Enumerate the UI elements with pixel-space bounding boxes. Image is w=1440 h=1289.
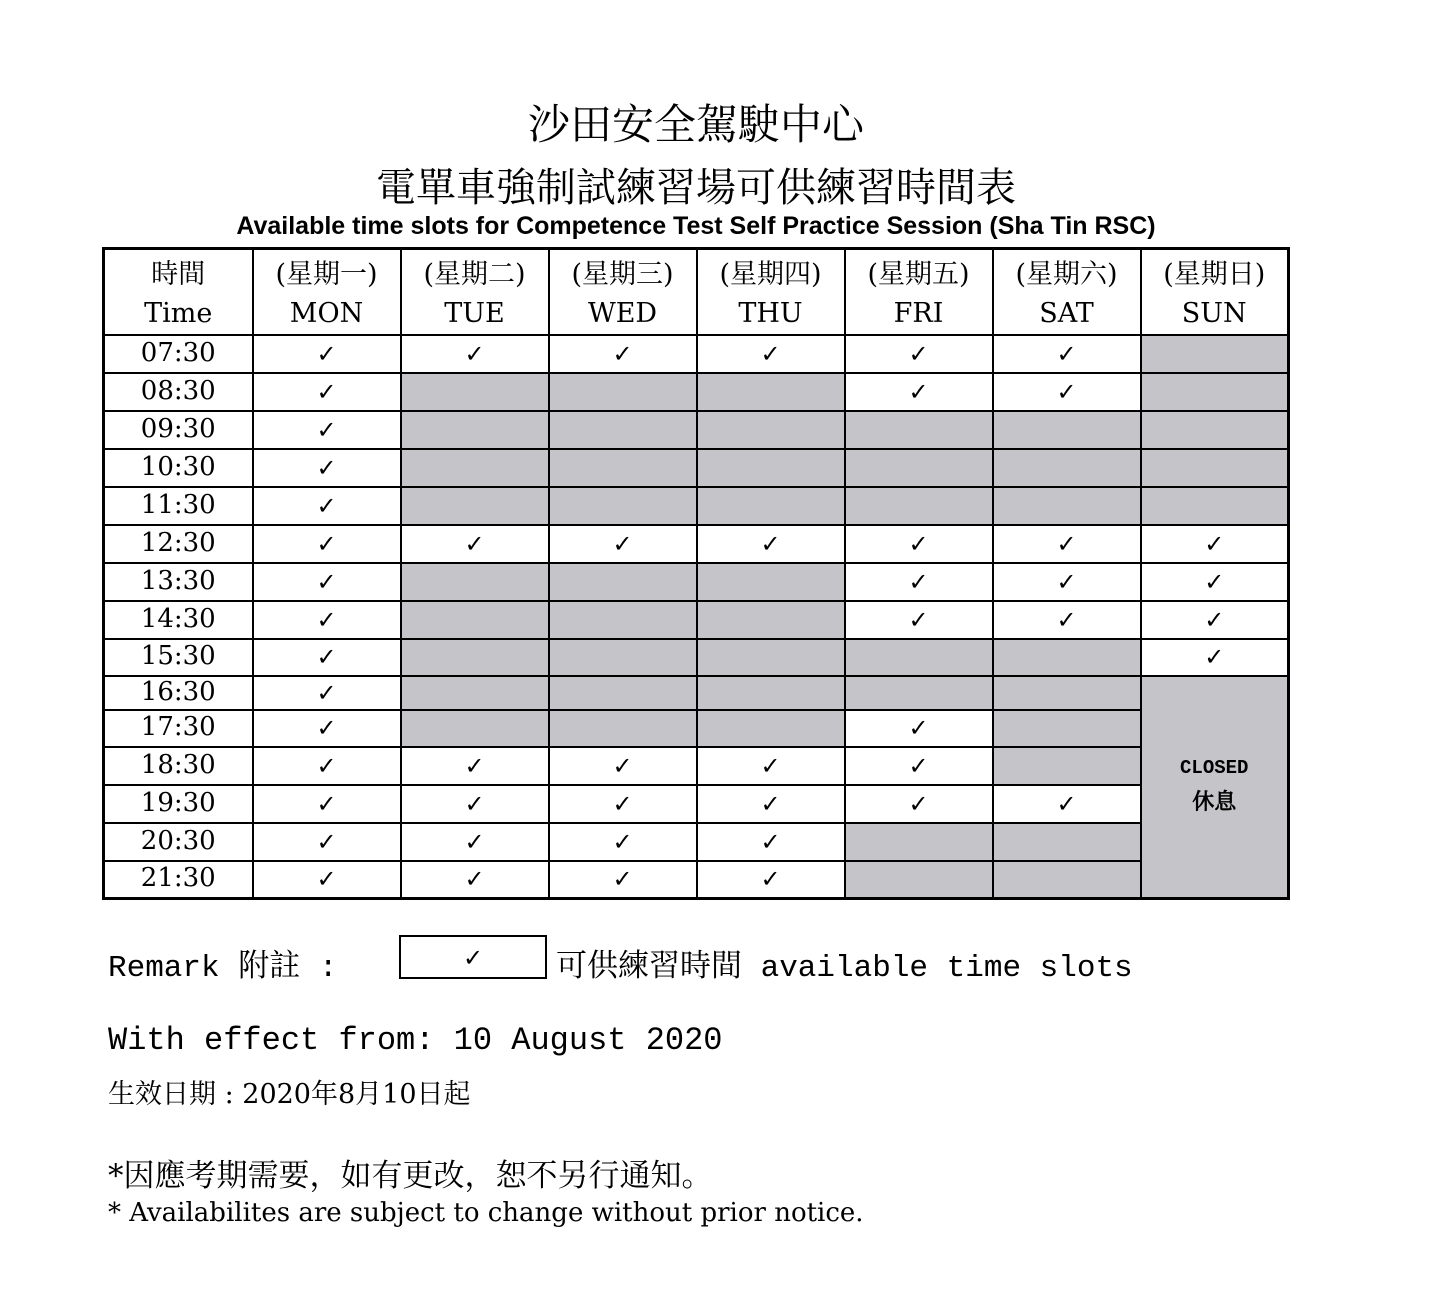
unavailable-slot-tue — [401, 639, 549, 676]
check-mark-icon: ✓ — [908, 339, 929, 368]
available-slot-fri — [845, 373, 993, 411]
check-mark-icon: ✓ — [316, 605, 337, 634]
title-chinese-schedule: 電單車強制試練習場可供練習時間表 — [376, 165, 1016, 211]
available-slot-fri — [845, 601, 993, 639]
unavailable-slot-fri — [845, 411, 993, 449]
day-header-en-sat: SAT — [993, 292, 1141, 335]
remark-label: Remark 附註 : — [108, 951, 338, 986]
available-slot-sun — [1141, 639, 1289, 676]
time-label: 08:30 — [140, 375, 216, 406]
unavailable-slot-tue — [401, 601, 549, 639]
unavailable-slot-sun — [1141, 411, 1289, 449]
check-mark-icon: ✓ — [316, 491, 337, 520]
check-mark-icon: ✓ — [760, 865, 781, 894]
time-label: 12:30 — [140, 527, 216, 558]
time-label: 21:30 — [140, 863, 216, 894]
check-mark-icon: ✓ — [908, 751, 929, 780]
closed-label-en: CLOSED — [1180, 757, 1249, 780]
unavailable-slot-sat — [993, 487, 1141, 525]
time-label: 10:30 — [140, 451, 216, 482]
unavailable-slot-fri — [845, 676, 993, 710]
available-slot-fri — [845, 525, 993, 563]
time-cell — [104, 676, 253, 710]
time-cell — [104, 525, 253, 563]
available-slot-fri — [845, 710, 993, 747]
timetable — [102, 247, 1290, 900]
available-slot-mon — [253, 487, 401, 525]
check-mark-icon: ✓ — [316, 453, 337, 482]
available-slot-thu — [697, 335, 845, 373]
check-mark-icon: ✓ — [316, 751, 337, 780]
check-mark-icon: ✓ — [908, 605, 929, 634]
available-slot-sun — [1141, 563, 1289, 601]
time-label: 13:30 — [140, 565, 216, 596]
day-header-en-wed: WED — [549, 292, 697, 335]
table-row — [104, 861, 1289, 899]
available-slot-sat — [993, 525, 1141, 563]
unavailable-slot-thu — [697, 710, 845, 747]
day-header-en-thu: THU — [697, 292, 845, 335]
unavailable-slot-thu — [697, 639, 845, 676]
available-slot-mon — [253, 747, 401, 785]
table-row — [104, 335, 1289, 373]
unavailable-slot-sat — [993, 639, 1141, 676]
unavailable-slot-wed — [549, 487, 697, 525]
day-header-en-sun: SUN — [1141, 292, 1289, 335]
unavailable-slot-sat — [993, 861, 1141, 899]
check-mark-icon: ✓ — [1204, 529, 1225, 558]
available-slot-mon — [253, 861, 401, 899]
table-row — [104, 601, 1289, 639]
day-header-zh-mon: (星期一) — [253, 249, 401, 293]
check-mark-icon: ✓ — [316, 678, 337, 707]
check-mark-icon: ✓ — [316, 865, 337, 894]
available-slot-wed — [549, 861, 697, 899]
unavailable-slot-sat — [993, 676, 1141, 710]
available-slot-tue — [401, 861, 549, 899]
check-mark-icon: ✓ — [316, 827, 337, 856]
time-cell — [104, 710, 253, 747]
table-row — [104, 411, 1289, 449]
unavailable-slot-fri — [845, 487, 993, 525]
check-mark-icon: ✓ — [316, 339, 337, 368]
unavailable-slot-thu — [697, 411, 845, 449]
unavailable-slot-thu — [697, 563, 845, 601]
available-slot-sat — [993, 601, 1141, 639]
time-cell — [104, 411, 253, 449]
time-cell — [104, 861, 253, 899]
table-row — [104, 785, 1289, 823]
check-mark-icon: ✓ — [908, 567, 929, 596]
time-cell — [104, 785, 253, 823]
check-mark-icon: ✓ — [760, 827, 781, 856]
check-mark-icon: ✓ — [316, 714, 337, 742]
legend-text: 可供練習時間 available time slots — [556, 951, 1133, 986]
unavailable-slot-wed — [549, 449, 697, 487]
available-slot-sat — [993, 785, 1141, 823]
unavailable-slot-wed — [549, 639, 697, 676]
check-mark-icon: ✓ — [612, 789, 633, 818]
available-slot-tue — [401, 525, 549, 563]
time-label: 09:30 — [140, 413, 216, 444]
available-slot-mon — [253, 373, 401, 411]
check-mark-icon: ✓ — [464, 339, 485, 368]
unavailable-slot-fri — [845, 861, 993, 899]
time-cell — [104, 487, 253, 525]
time-label: 20:30 — [140, 825, 216, 856]
unavailable-slot-fri — [845, 639, 993, 676]
day-header-en-tue: TUE — [401, 292, 549, 335]
check-mark-icon: ✓ — [908, 789, 929, 818]
day-header-zh-sat: (星期六) — [993, 249, 1141, 293]
unavailable-slot-wed — [549, 373, 697, 411]
check-mark-icon: ✓ — [760, 789, 781, 818]
unavailable-slot-thu — [697, 449, 845, 487]
unavailable-slot-tue — [401, 373, 549, 411]
available-slot-mon — [253, 710, 401, 747]
unavailable-slot-sat — [993, 411, 1141, 449]
check-mark-icon: ✓ — [760, 751, 781, 780]
check-mark-icon: ✓ — [760, 529, 781, 558]
check-mark-icon: ✓ — [908, 529, 929, 558]
check-mark-icon: ✓ — [612, 827, 633, 856]
time-cell — [104, 601, 253, 639]
unavailable-slot-wed — [549, 710, 697, 747]
available-slot-sat — [993, 373, 1141, 411]
available-slot-sun — [1141, 601, 1289, 639]
day-header-zh-tue: (星期二) — [401, 249, 549, 293]
check-mark-icon: ✓ — [1204, 605, 1225, 634]
available-slot-mon — [253, 525, 401, 563]
day-header-zh-fri: (星期五) — [845, 249, 993, 293]
unavailable-slot-wed — [549, 676, 697, 710]
unavailable-slot-tue — [401, 676, 549, 710]
check-mark-icon: ✓ — [316, 377, 337, 406]
unavailable-slot-sat — [993, 747, 1141, 785]
available-slot-mon — [253, 639, 401, 676]
legend-check-box: ✓ — [399, 935, 547, 979]
available-slot-mon — [253, 601, 401, 639]
time-label: 07:30 — [140, 337, 216, 368]
title-chinese-centre: 沙田安全駕駛中心 — [527, 100, 864, 149]
available-slot-fri — [845, 785, 993, 823]
unavailable-slot-thu — [697, 487, 845, 525]
check-mark-icon: ✓ — [908, 377, 929, 406]
unavailable-slot-tue — [401, 411, 549, 449]
check-mark-icon: ✓ — [612, 865, 633, 894]
check-mark-icon: ✓ — [1056, 567, 1077, 596]
unavailable-slot-tue — [401, 487, 549, 525]
available-slot-tue — [401, 335, 549, 373]
notice-zh: *因應考期需要，如有更改，恕不另行通知。 — [108, 1158, 713, 1194]
available-slot-wed — [549, 747, 697, 785]
available-slot-tue — [401, 785, 549, 823]
table-row — [104, 747, 1289, 785]
available-slot-wed — [549, 525, 697, 563]
effective-date-zh: 生效日期 : 2020年8月10日起 — [108, 1079, 471, 1110]
check-mark-icon: ✓ — [1056, 789, 1077, 818]
available-slot-wed — [549, 823, 697, 861]
available-slot-mon — [253, 785, 401, 823]
time-cell — [104, 373, 253, 411]
time-label: 17:30 — [140, 712, 216, 742]
check-mark-icon: ✓ — [316, 643, 337, 671]
available-slot-wed — [549, 785, 697, 823]
table-row — [104, 710, 1289, 747]
unavailable-slot-fri — [845, 823, 993, 861]
unavailable-slot-tue — [401, 710, 549, 747]
available-slot-tue — [401, 747, 549, 785]
check-mark-icon: ✓ — [612, 529, 633, 558]
notice-en: * Availabilites are subject to change without prior notice. — [108, 1198, 864, 1228]
time-header-en: Time — [104, 292, 253, 335]
unavailable-slot-tue — [401, 449, 549, 487]
available-slot-fri — [845, 335, 993, 373]
check-mark-icon: ✓ — [316, 529, 337, 558]
available-slot-sat — [993, 335, 1141, 373]
available-slot-fri — [845, 747, 993, 785]
closed-label-zh: 休息 — [1192, 790, 1237, 816]
available-slot-tue — [401, 823, 549, 861]
time-label: 15:30 — [140, 641, 216, 671]
day-header-en-mon: MON — [253, 292, 401, 335]
check-mark-icon: ✓ — [1056, 605, 1077, 634]
header-row-en — [104, 292, 1289, 335]
unavailable-slot-sun — [1141, 449, 1289, 487]
check-mark-icon: ✓ — [464, 789, 485, 818]
table-row — [104, 823, 1289, 861]
unavailable-slot-sat — [993, 823, 1141, 861]
available-slot-thu — [697, 861, 845, 899]
unavailable-slot-sun — [1141, 487, 1289, 525]
check-mark-icon: ✓ — [1204, 567, 1225, 596]
unavailable-slot-sun — [1141, 335, 1289, 373]
time-label: 11:30 — [140, 489, 216, 520]
unavailable-slot-tue — [401, 563, 549, 601]
check-mark-icon: ✓ — [1204, 643, 1225, 671]
time-label: 19:30 — [140, 787, 216, 818]
day-header-zh-wed: (星期三) — [549, 249, 697, 293]
time-cell — [104, 449, 253, 487]
unavailable-slot-sun — [1141, 373, 1289, 411]
check-mark-icon: ✓ — [1056, 529, 1077, 558]
time-label: 18:30 — [140, 749, 216, 780]
unavailable-slot-thu — [697, 601, 845, 639]
table-row — [104, 373, 1289, 411]
time-cell — [104, 747, 253, 785]
unavailable-slot-sat — [993, 710, 1141, 747]
check-mark-icon: ✓ — [760, 339, 781, 368]
time-cell — [104, 563, 253, 601]
check-mark-icon: ✓ — [464, 529, 485, 558]
table-row — [104, 639, 1289, 676]
available-slot-wed — [549, 335, 697, 373]
check-mark-icon: ✓ — [1056, 339, 1077, 368]
table-row — [104, 487, 1289, 525]
available-slot-fri — [845, 563, 993, 601]
check-mark-icon: ✓ — [316, 567, 337, 596]
unavailable-slot-sat — [993, 449, 1141, 487]
unavailable-slot-fri — [845, 449, 993, 487]
available-slot-sun — [1141, 525, 1289, 563]
check-mark-icon: ✓ — [612, 751, 633, 780]
effective-date-en: With effect from: 10 August 2020 — [108, 1022, 723, 1059]
available-slot-thu — [697, 823, 845, 861]
time-header-zh: 時間 — [104, 249, 253, 293]
available-slot-thu — [697, 747, 845, 785]
table-row — [104, 563, 1289, 601]
timetable-body — [104, 335, 1289, 899]
check-mark-icon: ✓ — [464, 827, 485, 856]
table-row — [104, 676, 1289, 710]
time-cell — [104, 335, 253, 373]
closed-cell-sun — [1141, 676, 1289, 899]
check-mark-icon: ✓ — [908, 714, 929, 742]
time-cell — [104, 823, 253, 861]
time-cell — [104, 639, 253, 676]
day-header-zh-thu: (星期四) — [697, 249, 845, 293]
available-slot-mon — [253, 823, 401, 861]
unavailable-slot-wed — [549, 411, 697, 449]
unavailable-slot-thu — [697, 373, 845, 411]
available-slot-mon — [253, 449, 401, 487]
table-row — [104, 449, 1289, 487]
day-header-en-fri: FRI — [845, 292, 993, 335]
table-row — [104, 525, 1289, 563]
check-mark-icon: ✓ — [464, 865, 485, 894]
available-slot-mon — [253, 335, 401, 373]
available-slot-mon — [253, 563, 401, 601]
unavailable-slot-wed — [549, 601, 697, 639]
available-slot-thu — [697, 785, 845, 823]
title-english: Available time slots for Competence Test Self Practice Session (Sha Tin RSC) — [236, 212, 1156, 240]
header-row-zh — [104, 249, 1289, 293]
unavailable-slot-thu — [697, 676, 845, 710]
time-label: 14:30 — [140, 603, 216, 634]
check-mark-icon: ✓ — [316, 789, 337, 818]
available-slot-mon — [253, 676, 401, 710]
unavailable-slot-wed — [549, 563, 697, 601]
check-mark-icon: ✓ — [1056, 377, 1077, 406]
available-slot-thu — [697, 525, 845, 563]
check-mark-icon: ✓ — [316, 415, 337, 444]
available-slot-sat — [993, 563, 1141, 601]
check-mark-icon: ✓ — [464, 751, 485, 780]
available-slot-mon — [253, 411, 401, 449]
day-header-zh-sun: (星期日) — [1141, 249, 1289, 293]
time-label: 16:30 — [140, 676, 216, 707]
check-mark-icon: ✓ — [612, 339, 633, 368]
